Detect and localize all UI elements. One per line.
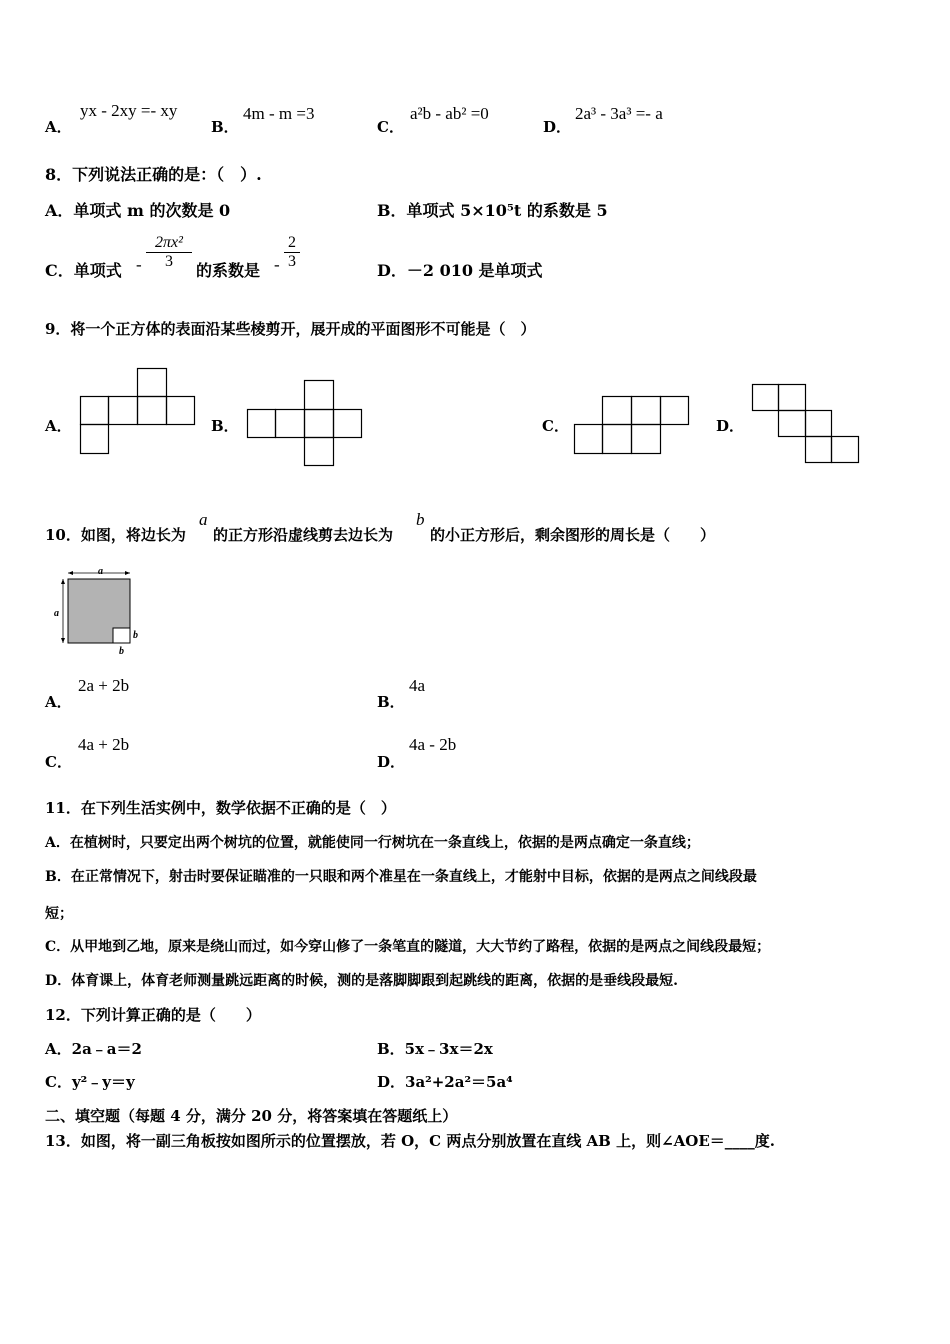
q10-fig-label-right: b bbox=[133, 630, 138, 641]
q8-fraction-2-den: 3 bbox=[288, 253, 296, 270]
q10-option-d-label: D． bbox=[377, 753, 406, 771]
q7-option-d-expr: 2a³ - 3a³ =- a bbox=[575, 104, 663, 123]
q8-option-d: D．－2 010 是单项式 bbox=[377, 261, 543, 280]
q7-option-d-label: D． bbox=[543, 118, 572, 136]
q8-option-c-prefix: C．单项式 bbox=[45, 261, 122, 280]
q12-stem: 12．下列计算正确的是（ ） bbox=[45, 1006, 261, 1024]
q10-fig-label-top: a bbox=[98, 566, 103, 577]
q10-option-d-expr: 4a - 2b bbox=[409, 735, 457, 754]
q8-stem: 8．下列说法正确的是：（ ）. bbox=[45, 165, 262, 184]
q10-stem-part3: 的小正方形后，剩余图形的周长是（ ） bbox=[430, 526, 716, 544]
q7-option-a-expr: yx - 2xy =- xy bbox=[80, 101, 178, 120]
q8-option-a: A．单项式 m 的次数是 0 bbox=[45, 201, 231, 220]
net-figure-c bbox=[574, 396, 690, 456]
q11-option-b-line1: B．在正常情况下，射击时要保证瞄准的一只眼和两个准星在一条直线上，才能射中目标，依据的是两点之间线段最 bbox=[45, 869, 757, 885]
q8-fraction-1-num: 2πx² bbox=[146, 234, 192, 253]
q11-option-c: C．从甲地到乙地，原来是绕山而过，如今穿山修了一条笔直的隧道，大大节约了路程，依据的是两点之间线段最短； bbox=[45, 939, 771, 955]
q10-fig-label-left: a bbox=[54, 608, 59, 619]
q10-option-c-label: C． bbox=[45, 753, 72, 771]
q10-stem-part1: 10．如图，将边长为 bbox=[45, 526, 186, 544]
minus-sign: - bbox=[136, 255, 142, 274]
q10-fig-label-bottom: b bbox=[119, 646, 124, 657]
q10-square-figure bbox=[52, 566, 144, 658]
q12-option-d: D．3a²+2a²＝5a⁴ bbox=[377, 1073, 513, 1091]
q13-stem: 13．如图，将一副三角板按如图所示的位置摆放，若 O，C 两点分别放置在直线 AB 上，则∠AOE＝____度. bbox=[45, 1132, 776, 1150]
q10-option-c-expr: 4a + 2b bbox=[78, 735, 130, 754]
q8-fraction-2-num: 2 bbox=[284, 234, 300, 253]
q10-option-b-label: B． bbox=[377, 693, 405, 711]
q8-option-c-mid: 的系数是 bbox=[196, 261, 261, 280]
q7-option-c-expr: a²b - ab² =0 bbox=[410, 104, 489, 123]
q10-option-a-label: A． bbox=[45, 693, 72, 711]
q8-fraction-1 bbox=[146, 234, 192, 271]
net-figure-d bbox=[752, 384, 860, 464]
q11-option-d: D．体育课上，体育老师测量跳远距离的时候，测的是落脚脚跟到起跳线的距离，依据的是垂线段最短. bbox=[45, 973, 679, 989]
q12-option-a: A．2a﹣a＝2 bbox=[45, 1040, 142, 1058]
q10-var-a: a bbox=[199, 510, 208, 529]
q10-var-b: b bbox=[416, 510, 425, 529]
q11-stem: 11．在下列生活实例中，数学依据不正确的是（ ） bbox=[45, 799, 396, 817]
q9-option-c-label: C． bbox=[542, 417, 569, 435]
net-figure-a bbox=[80, 368, 196, 456]
q9-stem: 9．将一个正方体的表面沿某些棱剪开，展开成的平面图形不可能是（ ） bbox=[45, 320, 536, 338]
q9-option-b-label: B． bbox=[211, 417, 239, 435]
q9-option-d-label: D． bbox=[716, 417, 745, 435]
q10-stem-part2: 的正方形沿虚线剪去边长为 bbox=[213, 526, 394, 544]
q11-option-b-line2: 短； bbox=[45, 906, 73, 922]
q10-option-b-expr: 4a bbox=[409, 676, 426, 695]
q10-option-a-expr: 2a + 2b bbox=[78, 676, 130, 695]
q11-option-a: A．在植树时，只要定出两个树坑的位置，就能使同一行树坑在一条直线上，依据的是两点确定一条直线； bbox=[45, 835, 700, 851]
q8-fraction-2 bbox=[284, 234, 300, 271]
q7-option-a-label: A． bbox=[45, 118, 72, 136]
q8-fraction-1-den: 3 bbox=[165, 253, 173, 270]
section-2-title: 二、填空题（每题 4 分，满分 20 分，将答案填在答题纸上） bbox=[45, 1107, 458, 1125]
q12-option-b: B．5x﹣3x＝2x bbox=[377, 1040, 493, 1058]
q7-option-c-label: C． bbox=[377, 118, 404, 136]
net-figure-b bbox=[247, 380, 363, 468]
q7-option-b-label: B． bbox=[211, 118, 239, 136]
q8-option-b: B．单项式 5×10⁵t 的系数是 5 bbox=[377, 201, 608, 220]
minus-sign-2: - bbox=[274, 255, 280, 274]
q9-option-a-label: A． bbox=[45, 417, 72, 435]
q7-option-b-expr: 4m - m =3 bbox=[243, 104, 315, 123]
q12-option-c: C．y²﹣y＝y bbox=[45, 1073, 135, 1091]
